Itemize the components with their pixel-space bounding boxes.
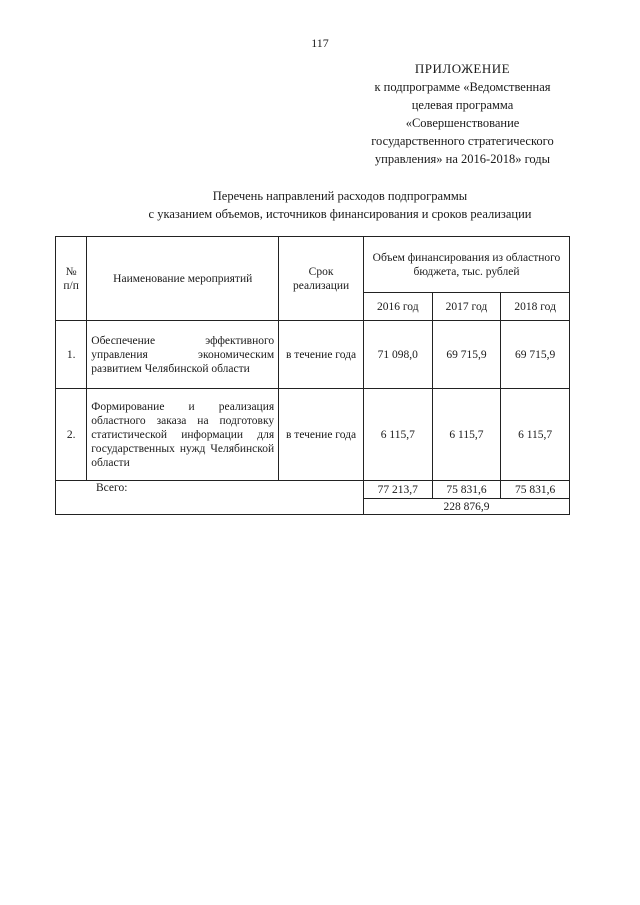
page-number: 117 — [311, 36, 329, 50]
total-value-2018: 75 831,6 — [501, 481, 570, 499]
title-line-2: с указанием объемов, источников финансирования и сроков реализации — [148, 207, 532, 221]
appendix-line: государственного стратегического — [371, 134, 554, 148]
appendix-block — [335, 60, 590, 168]
total-row — [56, 481, 570, 499]
document-title — [60, 187, 620, 223]
header-term: Срок реализации — [279, 237, 364, 321]
header-year-2018: 2018 год — [501, 293, 570, 321]
row-value-2017: 69 715,9 — [432, 321, 501, 389]
budget-table — [55, 236, 570, 515]
total-value-2017: 75 831,6 — [432, 481, 501, 499]
header-row — [56, 237, 570, 293]
appendix-heading: ПРИЛОЖЕНИЕ — [414, 61, 511, 76]
header-name: Наименование мероприятий — [87, 237, 279, 321]
grand-total-value: 228 876,9 — [363, 499, 569, 515]
row-number: 2. — [56, 389, 87, 481]
total-value-2016: 77 213,7 — [363, 481, 432, 499]
row-value-2018: 69 715,9 — [501, 321, 570, 389]
header-year-2016: 2016 год — [363, 293, 432, 321]
appendix-line: управления» на 2016-2018» годы — [374, 152, 551, 166]
header-number: № п/п — [56, 237, 87, 321]
header-year-2017: 2017 год — [432, 293, 501, 321]
row-value-2016: 71 098,0 — [363, 321, 432, 389]
row-value-2016: 6 115,7 — [363, 389, 432, 481]
row-name: Обеспечение эффективного управления экономическим развитием Челябинской области — [87, 321, 279, 389]
row-value-2018: 6 115,7 — [501, 389, 570, 481]
row-name: Формирование и реализация областного заказа на подготовку статистической информации для государственных нужд Челябинской области — [87, 389, 279, 481]
row-number: 1. — [56, 321, 87, 389]
appendix-line: к подпрограмме «Ведомственная — [374, 80, 551, 94]
row-term: в течение года — [279, 321, 364, 389]
row-term: в течение года — [279, 389, 364, 481]
total-label: Всего: — [56, 481, 364, 515]
title-line-1: Перечень направлений расходов подпрограммы — [212, 189, 468, 203]
row-value-2017: 6 115,7 — [432, 389, 501, 481]
appendix-line: целевая программа — [411, 98, 514, 112]
appendix-line: «Совершенствование — [405, 116, 520, 130]
header-funding: Объем финансирования из областного бюджета, тыс. рублей — [363, 237, 569, 293]
table-row — [56, 321, 570, 389]
table-row — [56, 389, 570, 481]
